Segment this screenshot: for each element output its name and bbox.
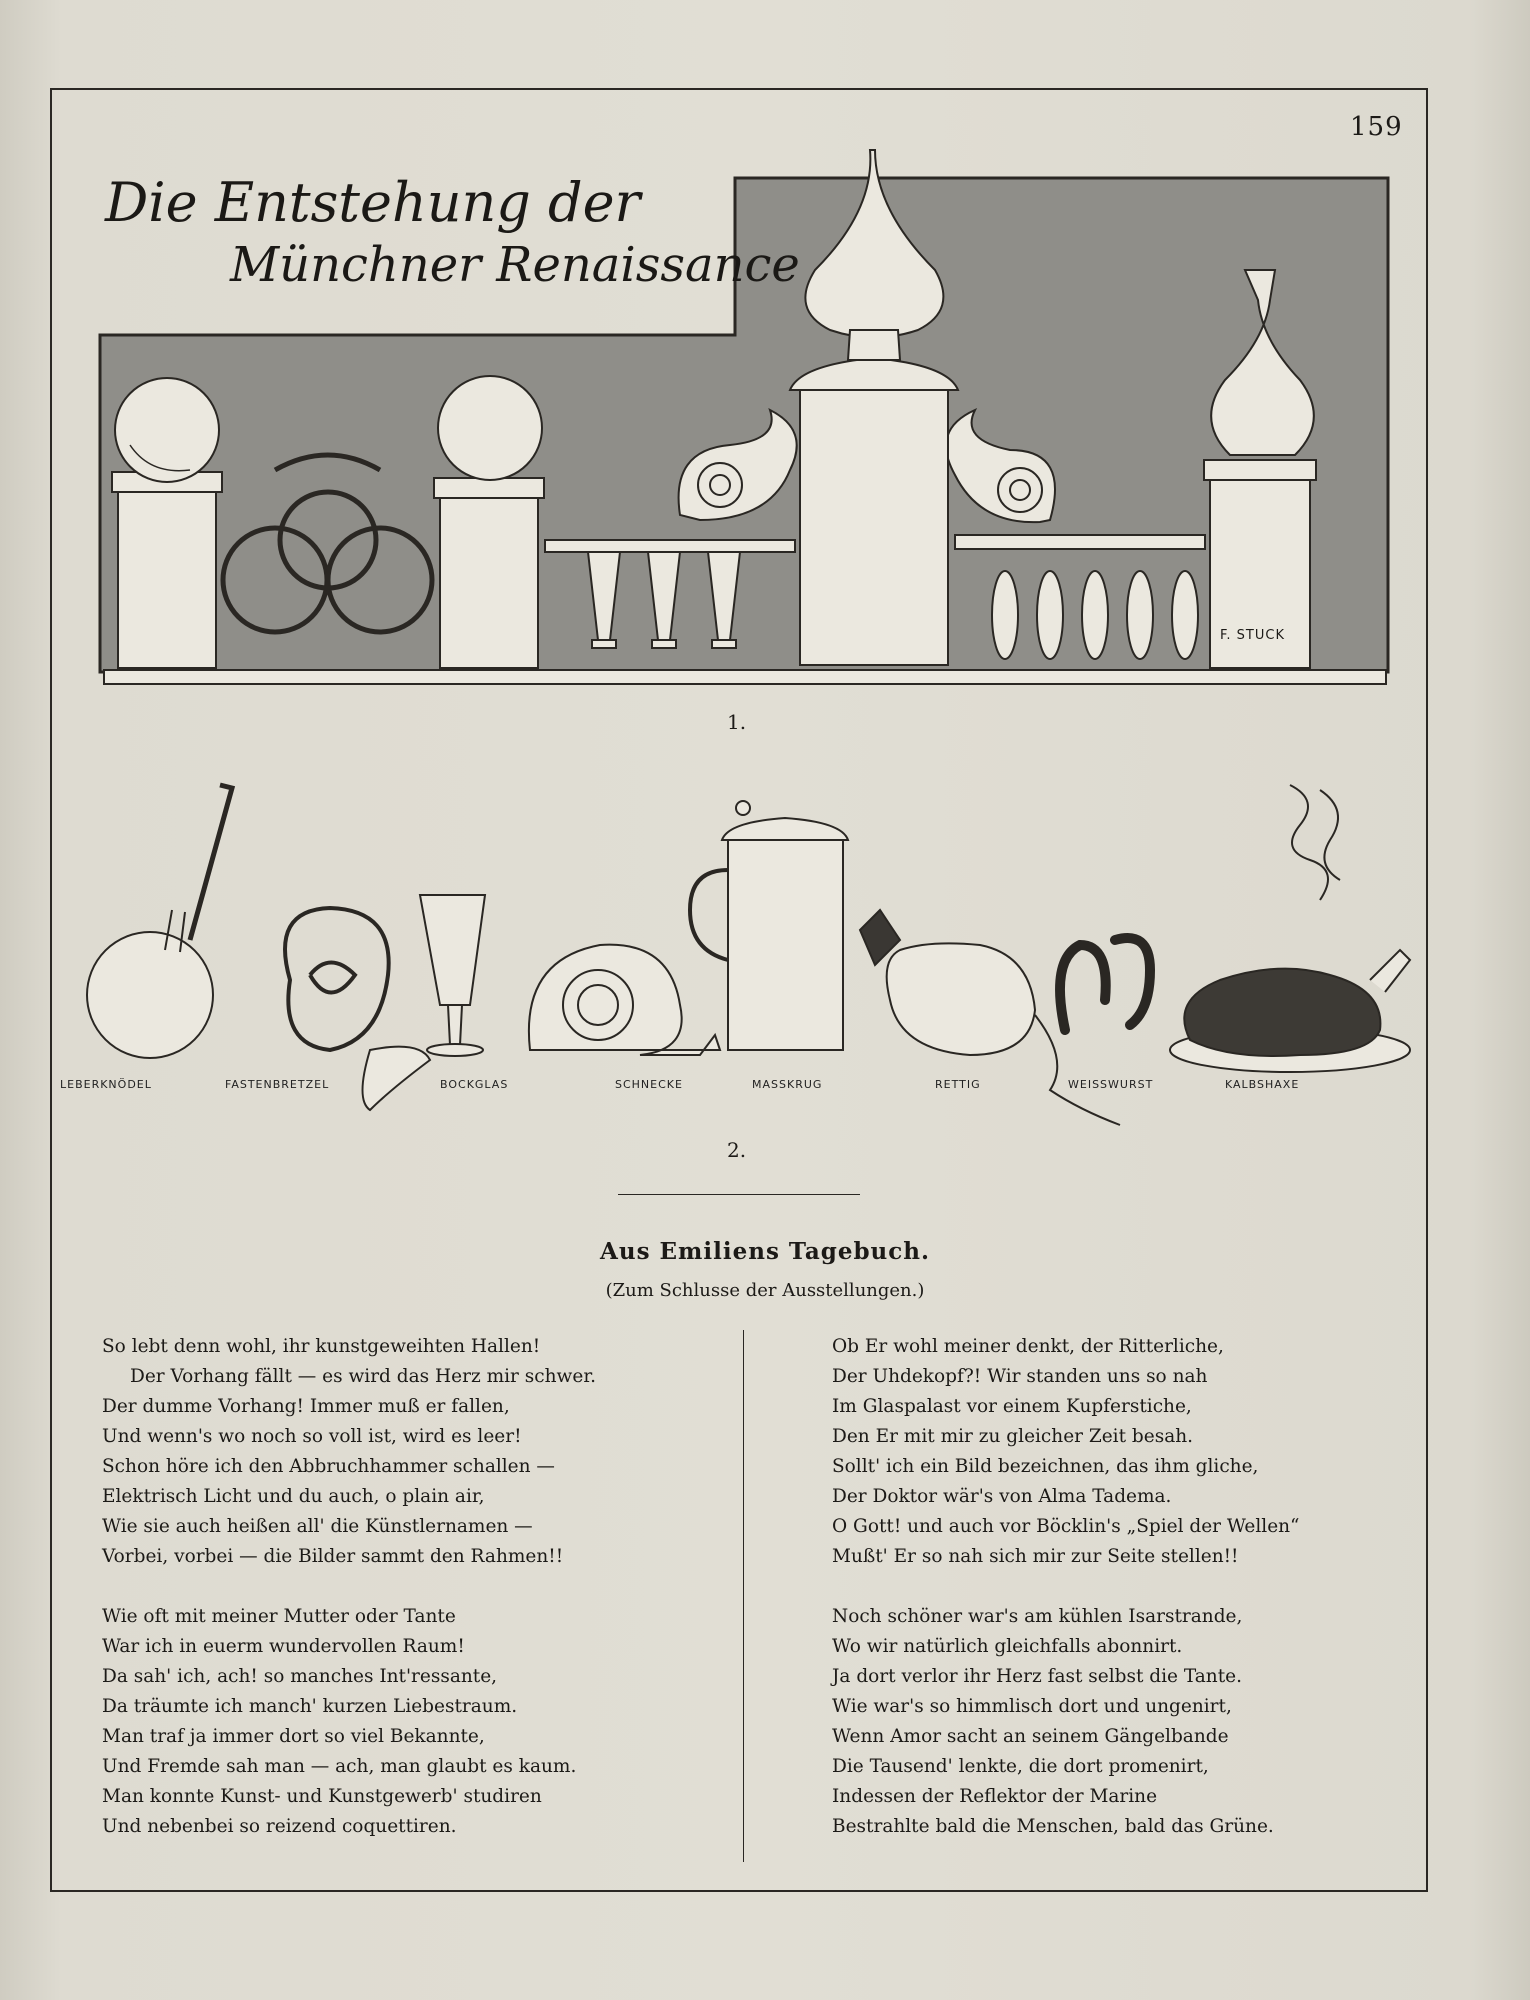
poem-line: Elektrisch Licht und du auch, o plain air, (102, 1486, 485, 1507)
poem-line: Man traf ja immer dort so viel Bekannte, (102, 1726, 485, 1747)
poem-line: Den Er mit mir zu gleicher Zeit besah. (832, 1426, 1194, 1447)
poem-line: Der dumme Vorhang! Immer muß er fallen, (102, 1396, 510, 1417)
masskrug-drawing (728, 840, 843, 1050)
article-subtitle: (Zum Schlusse der Ausstellungen.) (605, 1280, 925, 1301)
poem-line: Und nebenbei so reizend coquettiren. (102, 1816, 457, 1837)
poem-line: Da sah' ich, ach! so manches Int'ressante, (102, 1666, 498, 1687)
poem-line: Wie sie auch heißen all' die Künstlernamen — (102, 1516, 533, 1537)
poem-line: Mußt' Er so nah sich mir zur Seite stellen!! (832, 1546, 1239, 1567)
figure-1-title (105, 172, 800, 296)
poem-line: Sollt' ich ein Bild bezeichnen, das ihm gliche, (832, 1456, 1259, 1477)
poem-line: Schon höre ich den Abbruchhammer schallen — (102, 1456, 555, 1477)
label-leberknoedel: LEBERKNÖDEL (60, 1078, 152, 1091)
poem-line: Wie war's so himmlisch dort und ungenirt, (832, 1696, 1232, 1717)
schnecke-drawing (529, 945, 720, 1055)
artist-signature: F. STUCK (1220, 628, 1285, 643)
poem-right-column (832, 1332, 1300, 1842)
label-rettig: RETTIG (935, 1078, 981, 1091)
poem-line: Noch schöner war's am kühlen Isarstrande, (832, 1606, 1243, 1627)
poem-line: Der Doktor wär's von Alma Tadema. (832, 1486, 1172, 1507)
poem-line: Man konnte Kunst- und Kunstgewerb' studiren (102, 1786, 542, 1807)
poem-line: Ob Er wohl meiner denkt, der Ritterliche, (832, 1336, 1224, 1357)
poem-line: Der Uhdekopf?! Wir standen uns so nah (832, 1366, 1208, 1387)
label-weisswurst: WEISSWURST (1068, 1078, 1154, 1091)
poem-line: Wenn Amor sacht an seinem Gängelbande (832, 1726, 1229, 1747)
poem-line: Wo wir natürlich gleichfalls abonnirt. (832, 1636, 1183, 1657)
poem-line: O Gott! und auch vor Böcklin's „Spiel der Wellen“ (832, 1516, 1300, 1537)
title-line-1: Die Entstehung der (105, 171, 641, 234)
figure-2-caption: 2. (727, 1138, 747, 1162)
rettig-drawing (887, 943, 1035, 1055)
label-bockglas: BOCKGLAS (440, 1078, 509, 1091)
poem-line: Ja dort verlor ihr Herz fast selbst die Tante. (832, 1666, 1242, 1687)
poem-line: Die Tausend' lenkte, die dort promenirt, (832, 1756, 1209, 1777)
column-divider (743, 1330, 744, 1862)
poem-line: Vorbei, vorbei — die Bilder sammt den Rahmen!! (102, 1546, 564, 1567)
poem-line: Wie oft mit meiner Mutter oder Tante (102, 1606, 456, 1627)
leberknoedel-drawing (87, 932, 213, 1058)
label-schnecke: SCHNECKE (615, 1078, 683, 1091)
title-line-2: Münchner Renaissance (230, 237, 800, 293)
weisswurst-drawing (1060, 945, 1106, 1030)
kalbshaxe-drawing (1184, 969, 1380, 1056)
poem-line: Der Vorhang fällt — es wird das Herz mir schwer. (130, 1366, 597, 1387)
poem-line: Da träumte ich manch' kurzen Liebestraum. (102, 1696, 518, 1717)
poem-line: Bestrahlte bald die Menschen, bald das Grüne. (832, 1816, 1274, 1837)
poem-line: Und Fremde sah man — ach, man glaubt es kaum. (102, 1756, 577, 1777)
poem-line: So lebt denn wohl, ihr kunstgeweihten Hallen! (102, 1336, 541, 1357)
figure-1-caption: 1. (727, 710, 747, 734)
label-masskrug: MASSKRUG (752, 1078, 823, 1091)
stanza-gap (102, 1572, 596, 1602)
poem-line: War ich in euerm wundervollen Raum! (102, 1636, 465, 1657)
middle-pillar-ball (438, 376, 542, 480)
figure-1-illustration (0, 0, 1530, 700)
section-divider (618, 1194, 860, 1195)
label-kalbshaxe: KALBSHAXE (1225, 1078, 1300, 1091)
poem-line: Indessen der Reflektor der Marine (832, 1786, 1158, 1807)
balustrade-base (104, 670, 1386, 684)
left-pillar (118, 478, 216, 668)
fastenbretzel-drawing (285, 908, 389, 1050)
article-title: Aus Emiliens Tagebuch. (600, 1238, 930, 1265)
poem-left-column (102, 1332, 596, 1842)
poem-line: Und wenn's wo noch so voll ist, wird es leer! (102, 1426, 522, 1447)
poem-line: Im Glaspalast vor einem Kupferstiche, (832, 1396, 1192, 1417)
page-number: 159 (1350, 112, 1403, 142)
label-fastenbretzel: FASTENBRETZEL (225, 1078, 330, 1091)
left-pillar-ball (115, 378, 219, 482)
bockglas-drawing (420, 895, 485, 1005)
middle-pillar (440, 488, 538, 668)
stanza-gap (832, 1572, 1300, 1602)
